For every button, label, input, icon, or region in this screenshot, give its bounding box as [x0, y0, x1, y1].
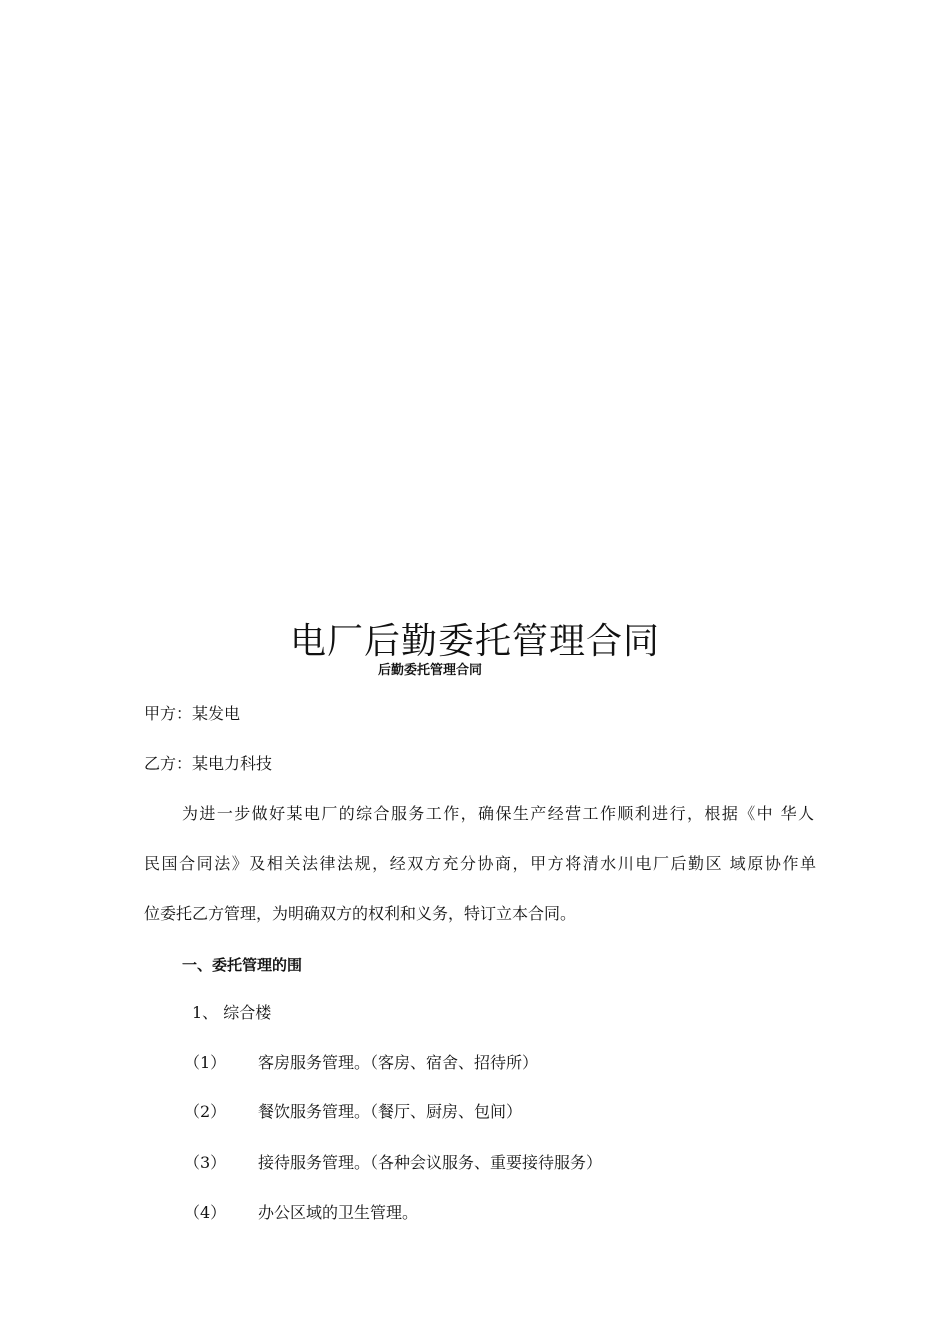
list-item-text: 餐饮服务管理。（餐厅、厨房、包间）: [258, 1102, 523, 1121]
party-a: 甲方：某发电: [144, 704, 241, 723]
list-item: [184, 1202, 418, 1224]
document-subtitle: 后勤委托管理合同: [378, 663, 483, 678]
intro-line-2: 民国合同法》及相关法律法规，经双方充分协商，甲方将清水川电厂后勤区 域原协作单: [144, 854, 816, 873]
list-item-number: （1）: [184, 1053, 227, 1072]
list-item-text: 办公区域的卫生管理。: [258, 1203, 419, 1222]
list-item: [184, 1101, 522, 1123]
party-b: 乙方：某电力科技: [144, 754, 273, 773]
list-item: [184, 1152, 602, 1174]
list-item-text: 客房服务管理。（客房、宿舍、招待所）: [258, 1053, 539, 1072]
document-title: 电厂后勤委托管理合同: [289, 621, 660, 662]
list-item-text: 接待服务管理。（各种会议服务、重要接待服务）: [258, 1153, 603, 1172]
list-item-number: （3）: [184, 1153, 227, 1172]
intro-line-3: 位委托乙方管理，为明确双方的权利和义务，特订立本合同。: [144, 904, 577, 923]
intro-line-1: 为进一步做好某电厂的综合服务工作，确保生产经营工作顺利进行，根据《中 华人: [182, 804, 814, 823]
section-heading: 一、委托管理的围: [182, 956, 303, 974]
list-item: [184, 1052, 538, 1074]
list-item-number: （4）: [184, 1203, 227, 1222]
list-item-number: （2）: [184, 1102, 227, 1121]
list-item-1: 1、 综合楼: [192, 1003, 272, 1022]
